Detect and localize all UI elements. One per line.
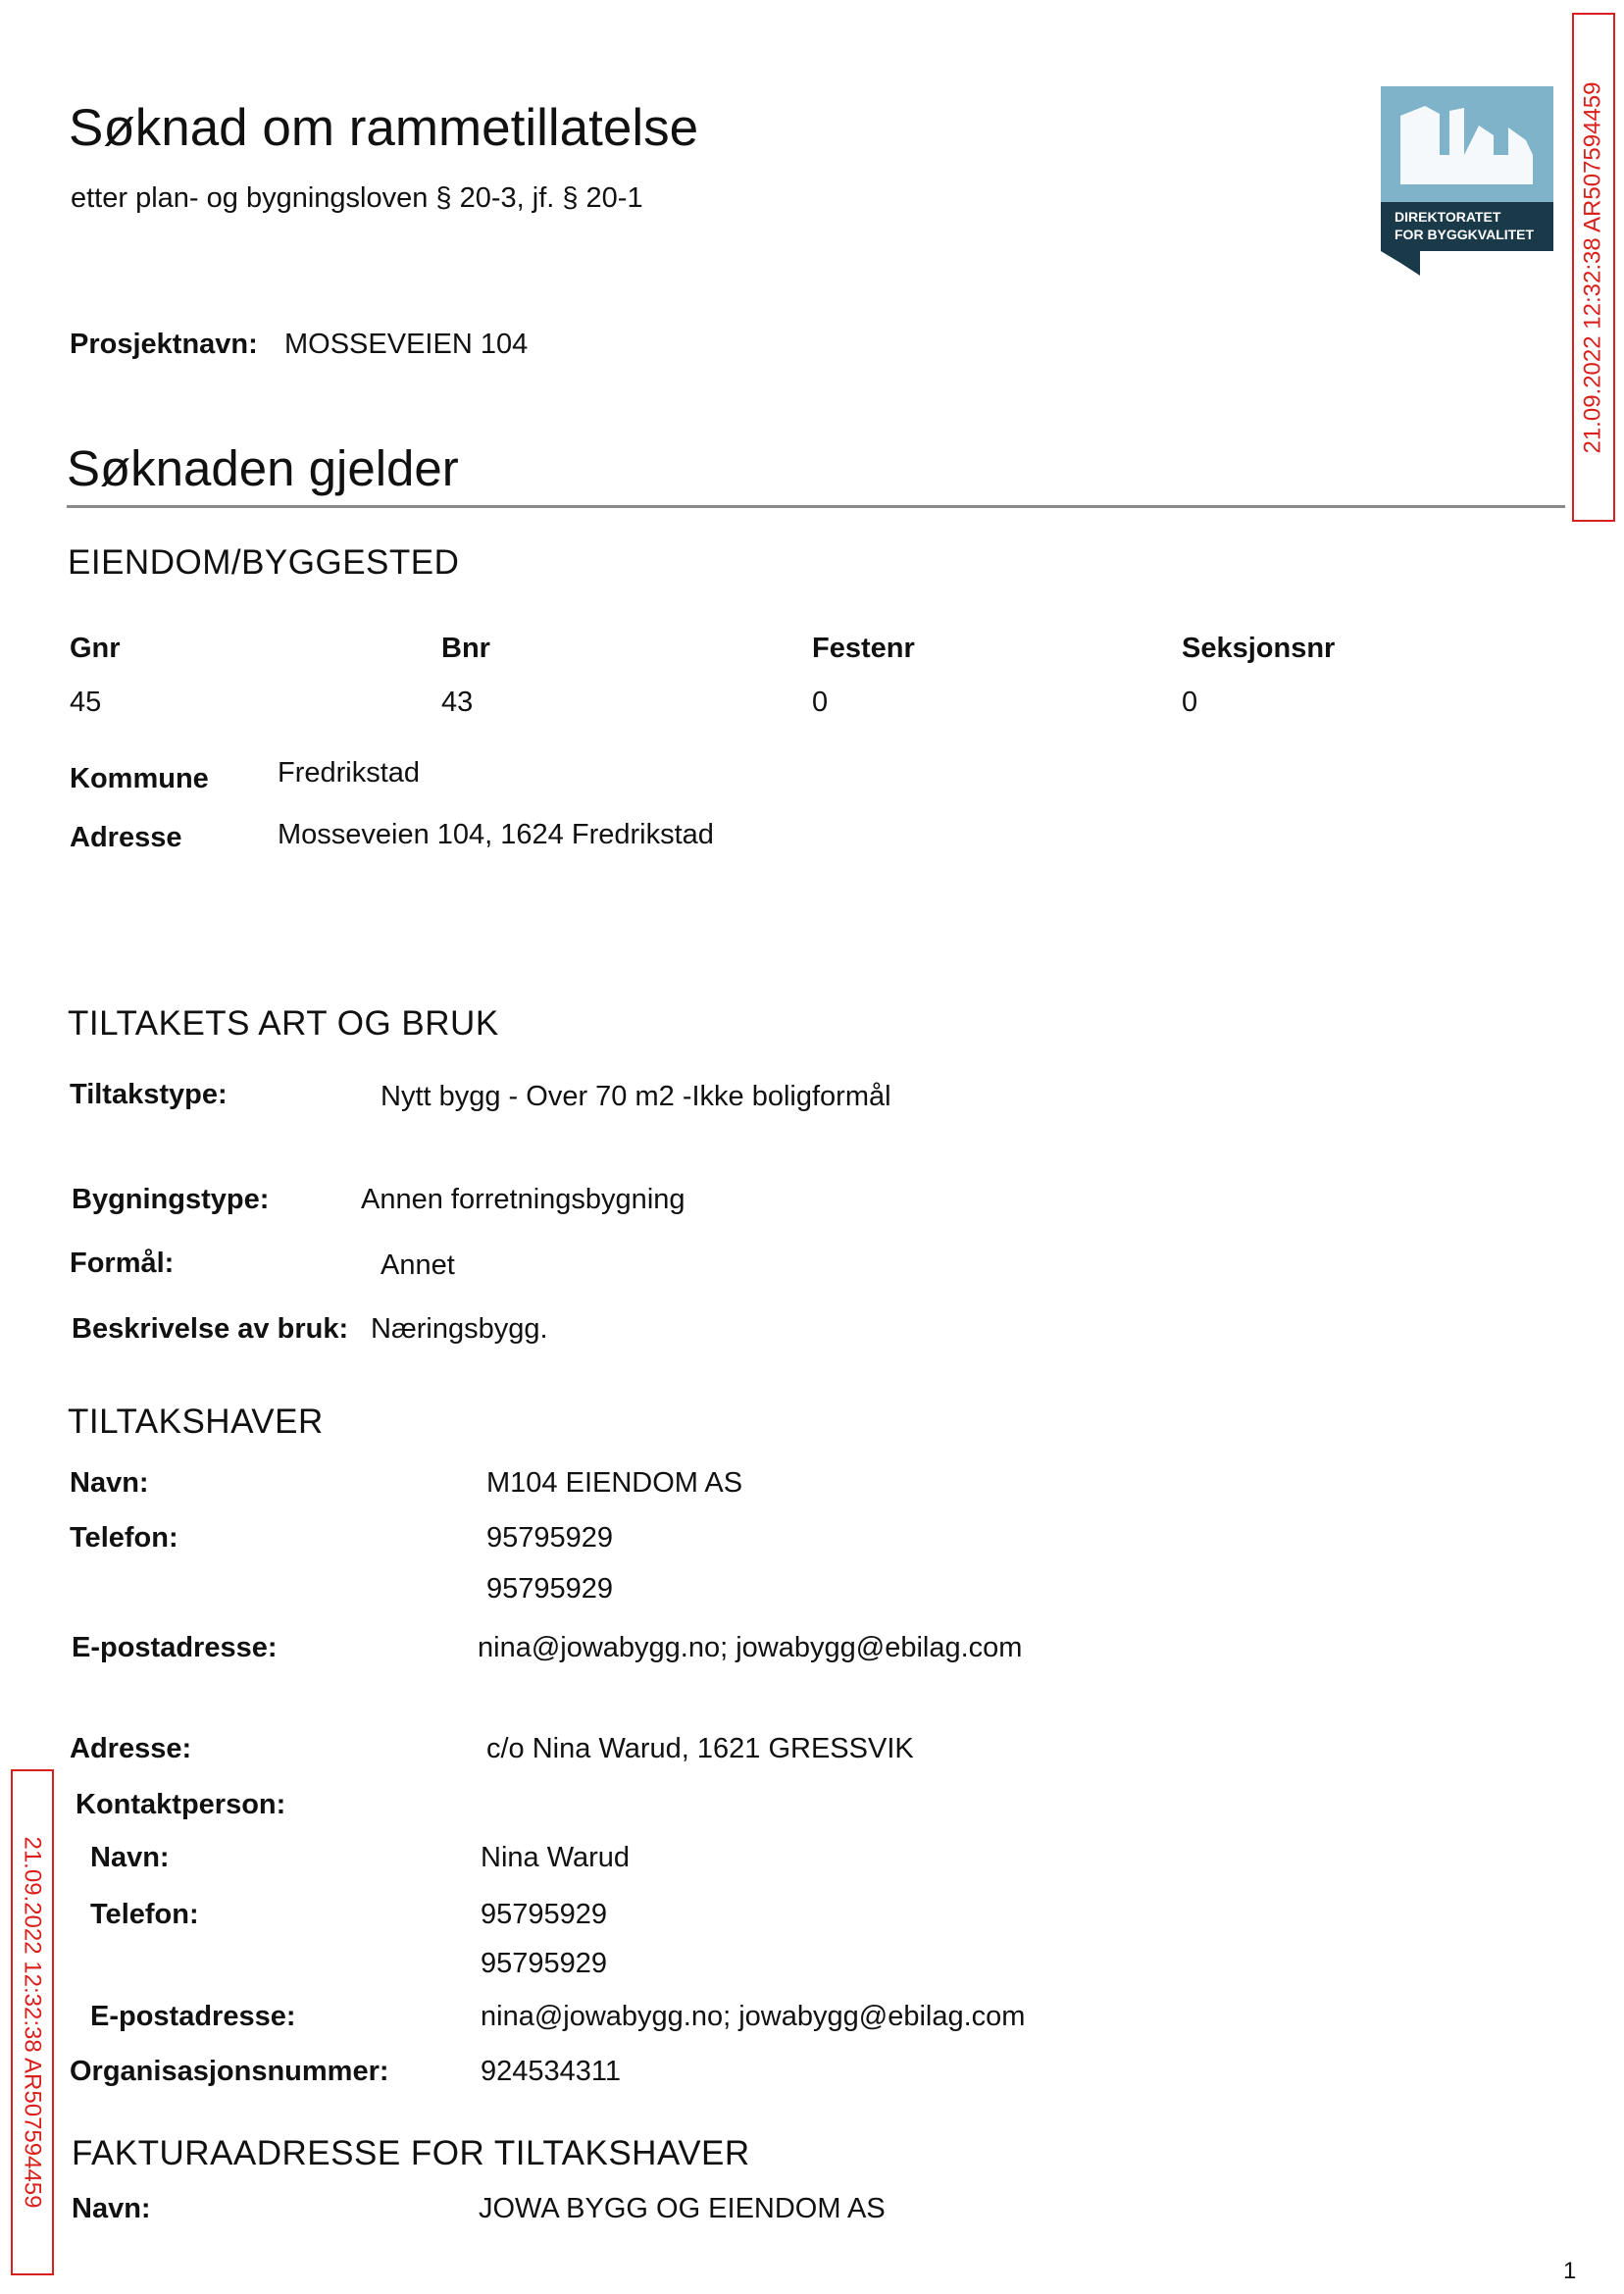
- tiltakshaver-heading: TILTAKSHAVER: [68, 1402, 324, 1441]
- tiltakshaver-epost-label: E-postadresse:: [72, 1632, 278, 1663]
- adresse-label: Adresse: [70, 822, 182, 853]
- beskrivelse-label: Beskrivelse av bruk:: [72, 1313, 349, 1345]
- seksjonsnr-label: Seksjonsnr: [1182, 633, 1336, 664]
- orgnr-value: 924534311: [481, 2056, 622, 2087]
- kontakt-epost-label: E-postadresse:: [90, 2001, 296, 2032]
- kontakt-epost-value: nina@jowabygg.no; jowabygg@ebilag.com: [481, 2001, 1026, 2032]
- kommune-label: Kommune: [70, 763, 209, 794]
- dibk-logo: [1381, 86, 1553, 276]
- faktura-heading: FAKTURAADRESSE FOR TILTAKSHAVER: [72, 2134, 750, 2172]
- date-stamp-left-side: [11, 1769, 54, 2275]
- logo-text-2: FOR BYGGKVALITET: [1395, 227, 1535, 242]
- tiltakstype-label: Tiltakstype:: [70, 1079, 228, 1110]
- tiltakshaver-navn-label: Navn:: [70, 1467, 149, 1499]
- tiltakshaver-navn-value: M104 EIENDOM AS: [486, 1467, 743, 1499]
- property-heading: EIENDOM/BYGGESTED: [68, 543, 460, 582]
- bygningstype-value: Annen forretningsbygning: [361, 1184, 685, 1215]
- kommune-value: Fredrikstad: [278, 757, 421, 789]
- faktura-navn-value: JOWA BYGG OG EIENDOM AS: [479, 2193, 886, 2224]
- gnr-label: Gnr: [70, 633, 121, 664]
- tiltakshaver-adresse-label: Adresse:: [70, 1733, 192, 1764]
- gnr-value: 45: [70, 687, 102, 718]
- document-title: Søknad om rammetillatelse: [69, 99, 699, 157]
- tiltakstype-value: Nytt bygg - Over 70 m2 -Ikke boligformål: [381, 1081, 891, 1112]
- kontakt-telefon-value-2: 95795929: [481, 1948, 608, 1979]
- kontakt-telefon-label: Telefon:: [90, 1899, 199, 1930]
- dibk-logo-graphic: [1381, 86, 1553, 276]
- bnr-value: 43: [441, 687, 474, 718]
- kontakt-navn-value: Nina Warud: [481, 1842, 631, 1873]
- project-name-label: Prosjektnavn:: [70, 329, 258, 360]
- kontaktperson-label: Kontaktperson:: [76, 1789, 286, 1820]
- kontakt-navn-label: Navn:: [90, 1842, 170, 1873]
- section-title: Søknaden gjelder: [67, 440, 459, 496]
- section-divider: [67, 505, 1565, 508]
- tiltakshaver-telefon-value-1: 95795929: [486, 1522, 614, 1554]
- formal-value: Annet: [381, 1249, 455, 1281]
- kontakt-telefon-value-1: 95795929: [481, 1899, 608, 1930]
- festenr-label: Festenr: [812, 633, 915, 664]
- tiltak-heading: TILTAKETS ART OG BRUK: [68, 1004, 499, 1043]
- tiltakshaver-adresse-value: c/o Nina Warud, 1621 GRESSVIK: [486, 1733, 914, 1764]
- tiltakshaver-epost-value: nina@jowabygg.no; jowabygg@ebilag.com: [478, 1632, 1023, 1663]
- formal-label: Formål:: [70, 1248, 175, 1279]
- stamp-text-top: 21.09.2022 12:32:38 AR507594459: [1580, 80, 1606, 454]
- festenr-value: 0: [812, 687, 829, 718]
- beskrivelse-value: Næringsbygg.: [371, 1313, 548, 1345]
- tiltakshaver-telefon-value-2: 95795929: [486, 1573, 614, 1605]
- seksjonsnr-value: 0: [1182, 687, 1198, 718]
- logo-text-1: DIREKTORATET: [1395, 209, 1501, 225]
- logo-flag: [1381, 251, 1420, 276]
- bnr-label: Bnr: [441, 633, 490, 664]
- document-subtitle: etter plan- og bygningsloven § 20-3, jf. § 20-1: [71, 182, 643, 214]
- page-number: 1: [1563, 2258, 1577, 2284]
- date-stamp-top-right: [1572, 13, 1615, 522]
- orgnr-label: Organisasjonsnummer:: [70, 2056, 389, 2087]
- faktura-navn-label: Navn:: [72, 2193, 151, 2224]
- bygningstype-label: Bygningstype:: [72, 1184, 270, 1215]
- tiltakshaver-telefon-label: Telefon:: [70, 1522, 178, 1554]
- project-name-value: MOSSEVEIEN 104: [284, 329, 529, 360]
- stamp-text-side: 21.09.2022 12:32:38 AR507594459: [20, 1836, 46, 2209]
- adresse-value: Mosseveien 104, 1624 Fredrikstad: [278, 819, 714, 850]
